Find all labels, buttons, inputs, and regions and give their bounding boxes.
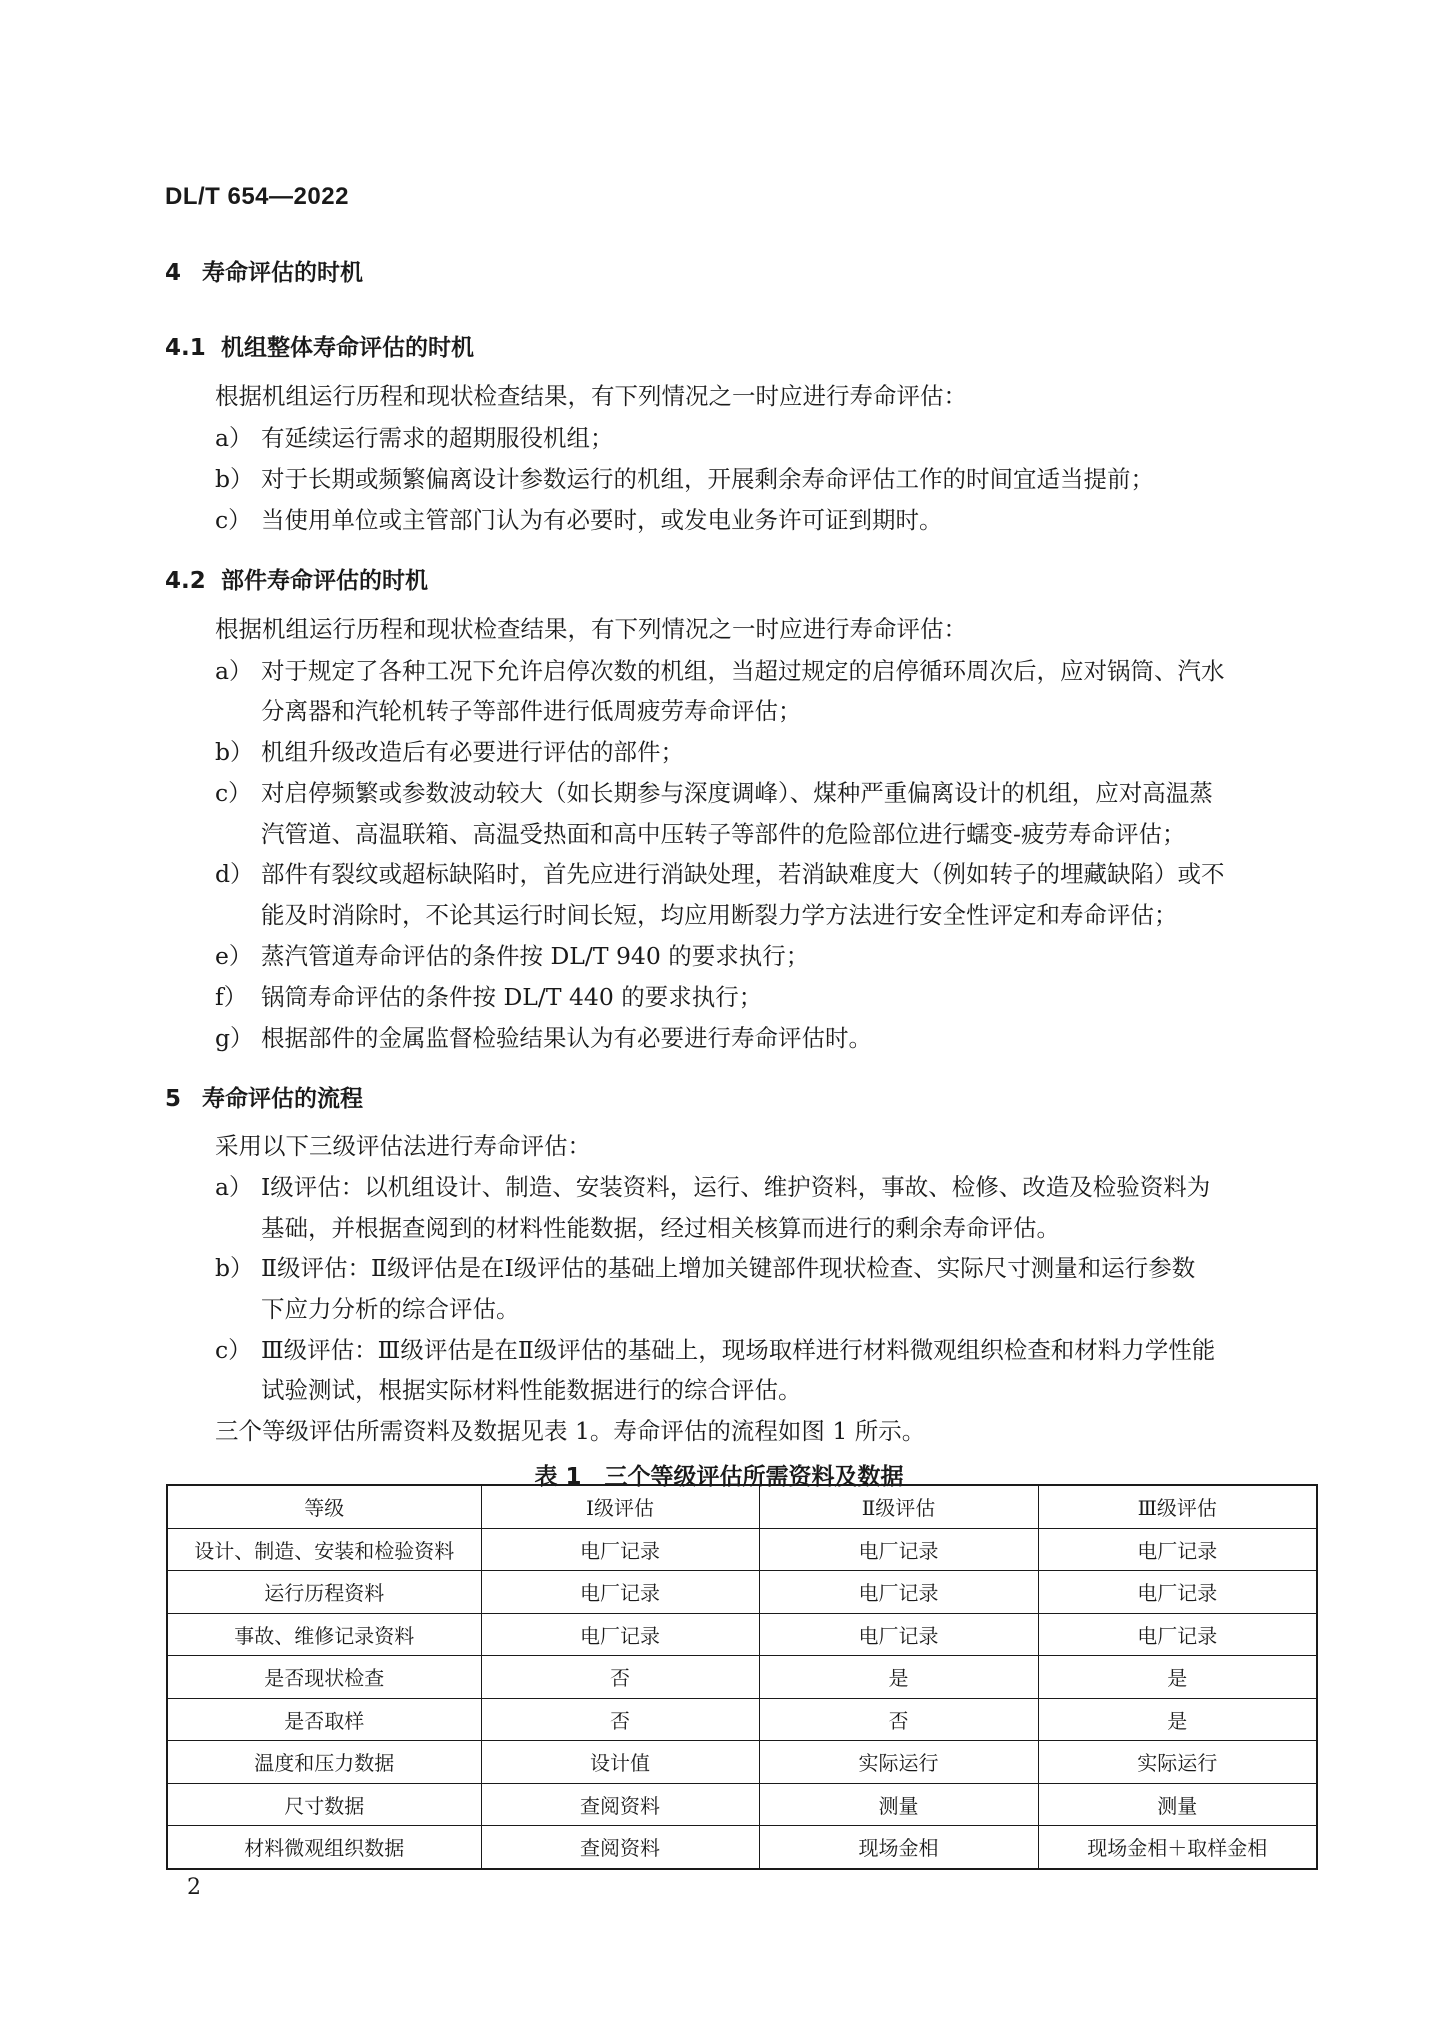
list-item <box>215 778 1213 808</box>
table-cell: 查阅资料 <box>481 1826 759 1869</box>
table-cell: 现场金相 <box>759 1826 1038 1869</box>
list-item <box>215 1335 1215 1365</box>
list-continuation: 下应力分析的综合评估。 <box>261 1295 520 1323</box>
table-cell: 电厂记录 <box>1038 1613 1317 1656</box>
table-row <box>167 1571 1317 1614</box>
list-label: a） <box>215 1173 253 1201</box>
table-row <box>167 1783 1317 1826</box>
list-text: 对启停频繁或参数波动较大（如长期参与深度调峰）、煤种严重偏离设计的机组，应对高温蒸 <box>261 779 1213 807</box>
list-text: Ⅲ级评估：Ⅲ级评估是在Ⅱ级评估的基础上，现场取样进行材料微观组织检查和材料力学性能 <box>261 1336 1216 1364</box>
section-title: 寿命评估的流程 <box>202 1086 363 1112</box>
list-continuation: 能及时消除时，不论其运行时间长短，均应用断裂力学方法进行安全性评定和寿命评估； <box>261 901 1178 929</box>
list-text: 根据部件的金属监督检验结果认为有必要进行寿命评估时。 <box>261 1024 872 1052</box>
list-label: b） <box>215 738 254 766</box>
list-continuation: 汽管道、高温联箱、高温受热面和高中压转子等部件的危险部位进行蠕变-疲劳寿命评估； <box>261 820 1186 848</box>
subsection-title: 机组整体寿命评估的时机 <box>221 335 474 361</box>
table-cell: 温度和压力数据 <box>167 1741 481 1784</box>
table-row <box>167 1613 1317 1656</box>
table-cell: 现场金相＋取样金相 <box>1038 1826 1317 1869</box>
list-label: b） <box>215 1254 254 1282</box>
table-row <box>167 1741 1317 1784</box>
list-item <box>215 1253 1195 1283</box>
list-text: Ⅱ级评估：Ⅱ级评估是在Ⅰ级评估的基础上增加关键部件现状检查、实际尺寸测量和运行参数 <box>261 1254 1196 1282</box>
list-text: 有延续运行需求的超期服役机组； <box>261 424 614 452</box>
table-cell: 电厂记录 <box>1038 1528 1317 1571</box>
standard-code: DL/T 654—2022 <box>165 183 349 210</box>
list-label: c） <box>215 506 252 534</box>
list-label: a） <box>215 424 253 452</box>
table-cell: 设计值 <box>481 1741 759 1784</box>
table-cell: 设计、制造、安装和检验资料 <box>167 1528 481 1571</box>
list-item <box>215 423 614 453</box>
list-item <box>215 737 684 767</box>
table-cell: 实际运行 <box>759 1741 1038 1784</box>
list-item <box>215 464 1154 494</box>
assessment-data-table <box>166 1484 1318 1870</box>
table-cell: 测量 <box>1038 1783 1317 1826</box>
list-continuation: 试验测试，根据实际材料性能数据进行的综合评估。 <box>261 1376 802 1404</box>
list-text: 对于规定了各种工况下允许启停次数的机组，当超过规定的启停循环周次后，应对锅筒、汽水 <box>261 657 1225 685</box>
table-row <box>167 1826 1317 1869</box>
table-cell: 测量 <box>759 1783 1038 1826</box>
table-cell: 否 <box>481 1656 759 1699</box>
table-header-cell: Ⅱ级评估 <box>759 1485 1038 1528</box>
table-cell: 是 <box>759 1656 1038 1699</box>
list-label: e） <box>215 942 253 970</box>
table-cell: 电厂记录 <box>481 1528 759 1571</box>
page-number: 2 <box>187 1875 201 1900</box>
table-header-row <box>167 1485 1317 1528</box>
list-item <box>215 505 943 535</box>
list-item <box>215 1172 1210 1202</box>
table-row <box>167 1656 1317 1699</box>
list-item <box>215 941 809 971</box>
paragraph: 三个等级评估所需资料及数据见表 1。寿命评估的流程如图 1 所示。 <box>215 1417 926 1445</box>
list-label: c） <box>215 1336 252 1364</box>
list-text: 锅筒寿命评估的条件按 DL/T 440 的要求执行； <box>261 983 763 1011</box>
list-item <box>215 859 1225 889</box>
table-cell: 否 <box>759 1698 1038 1741</box>
section-heading <box>165 258 363 288</box>
list-label: a） <box>215 657 253 685</box>
table-caption: 表 1 三个等级评估所需资料及数据 <box>534 1464 904 1490</box>
table-cell: 是否现状检查 <box>167 1656 481 1699</box>
section-number: 4 <box>165 260 182 286</box>
table-cell: 电厂记录 <box>481 1571 759 1614</box>
subsection-number: 4.1 <box>165 335 206 361</box>
table-cell: 是 <box>1038 1656 1317 1699</box>
table-header-cell: Ⅰ级评估 <box>481 1485 759 1528</box>
table-cell: 否 <box>481 1698 759 1741</box>
section-heading <box>165 1084 363 1114</box>
table-cell: 是否取样 <box>167 1698 481 1741</box>
list-text: Ⅰ级评估：以机组设计、制造、安装资料，运行、维护资料，事故、检修、改造及检验资料为 <box>261 1173 1211 1201</box>
subsection-heading <box>165 333 474 363</box>
list-label: f） <box>215 983 248 1011</box>
list-item <box>215 982 762 1012</box>
list-text: 部件有裂纹或超标缺陷时，首先应进行消缺处理，若消缺难度大（例如转子的埋藏缺陷）或不 <box>261 860 1225 888</box>
table-row <box>167 1528 1317 1571</box>
table-cell: 电厂记录 <box>1038 1571 1317 1614</box>
list-label: d） <box>215 860 254 888</box>
list-label: b） <box>215 465 254 493</box>
subsection-heading <box>165 566 428 596</box>
subsection-number: 4.2 <box>165 568 206 594</box>
table-cell: 电厂记录 <box>759 1571 1038 1614</box>
table-cell: 电厂记录 <box>759 1528 1038 1571</box>
table-cell: 材料微观组织数据 <box>167 1826 481 1869</box>
table-row <box>167 1698 1317 1741</box>
list-text: 对于长期或频繁偏离设计参数运行的机组，开展剩余寿命评估工作的时间宜适当提前； <box>261 465 1154 493</box>
list-item <box>215 656 1225 686</box>
table-header-cell: 等级 <box>167 1485 481 1528</box>
section-title: 寿命评估的时机 <box>202 260 363 286</box>
list-text: 蒸汽管道寿命评估的条件按 DL/T 940 的要求执行； <box>261 942 810 970</box>
section-number: 5 <box>165 1086 182 1112</box>
list-text: 机组升级改造后有必要进行评估的部件； <box>261 738 684 766</box>
list-item <box>215 1023 872 1053</box>
table-cell: 运行历程资料 <box>167 1571 481 1614</box>
table-cell: 事故、维修记录资料 <box>167 1613 481 1656</box>
table-cell: 电厂记录 <box>759 1613 1038 1656</box>
list-continuation: 基础，并根据查阅到的材料性能数据，经过相关核算而进行的剩余寿命评估。 <box>261 1214 1060 1242</box>
list-label: c） <box>215 779 252 807</box>
list-label: g） <box>215 1024 254 1052</box>
list-text: 当使用单位或主管部门认为有必要时，或发电业务许可证到期时。 <box>261 506 943 534</box>
table-cell: 尺寸数据 <box>167 1783 481 1826</box>
subsection-title: 部件寿命评估的时机 <box>221 568 428 594</box>
paragraph: 采用以下三级评估法进行寿命评估： <box>215 1132 591 1160</box>
list-continuation: 分离器和汽轮机转子等部件进行低周疲劳寿命评估； <box>261 697 802 725</box>
paragraph: 根据机组运行历程和现状检查结果，有下列情况之一时应进行寿命评估： <box>215 382 967 410</box>
table-cell: 电厂记录 <box>481 1613 759 1656</box>
table-cell: 查阅资料 <box>481 1783 759 1826</box>
table-cell: 实际运行 <box>1038 1741 1317 1784</box>
table-cell: 是 <box>1038 1698 1317 1741</box>
table-header-cell: Ⅲ级评估 <box>1038 1485 1317 1528</box>
paragraph: 根据机组运行历程和现状检查结果，有下列情况之一时应进行寿命评估： <box>215 615 967 643</box>
